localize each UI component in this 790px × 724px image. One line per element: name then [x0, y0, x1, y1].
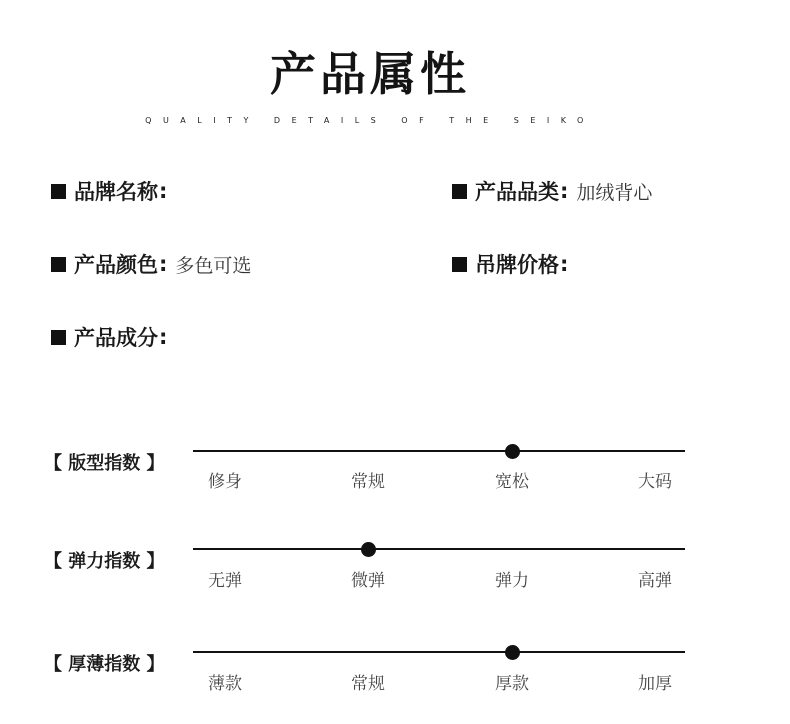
index-fit-option: 宽松: [495, 472, 529, 492]
attr-price: [452, 249, 576, 279]
index-fit-scale-line: [193, 450, 685, 452]
square-bullet-icon: [51, 184, 66, 199]
index-thickness-option: 加厚: [638, 674, 672, 694]
index-elasticity-label: 【 弹力指数 】: [44, 551, 165, 572]
index-thickness-option: 薄款: [208, 674, 242, 694]
index-elasticity-marker: [361, 542, 376, 557]
index-fit-option: 常规: [351, 472, 385, 492]
attr-color-colon: :: [159, 252, 168, 276]
index-thickness-scale-line: [193, 651, 685, 653]
attr-category-colon: :: [560, 179, 569, 203]
square-bullet-icon: [452, 257, 467, 272]
page-subtitle: QUALITY DETAILS OF THE SEIKO: [145, 116, 595, 125]
index-thickness-marker: [505, 645, 520, 660]
attr-brand-colon: :: [159, 179, 168, 203]
index-elasticity-scale-line: [193, 548, 685, 550]
attr-brand: [51, 176, 175, 206]
index-elasticity-option: 无弹: [208, 571, 242, 591]
attr-price-colon: :: [560, 252, 569, 276]
attr-composition-label: 产品成分: [74, 326, 158, 350]
index-thickness-option: 常规: [351, 674, 385, 694]
attr-color: [51, 249, 251, 279]
index-fit-option: 大码: [638, 472, 672, 492]
attr-brand-label: 品牌名称: [74, 180, 158, 204]
attr-color-label: 产品颜色: [74, 253, 158, 277]
square-bullet-icon: [452, 184, 467, 199]
square-bullet-icon: [51, 257, 66, 272]
attr-category-value: 加绒背心: [576, 181, 653, 204]
page-title: 产品属性: [270, 47, 470, 101]
index-fit-label: 【 版型指数 】: [44, 453, 165, 474]
attr-composition-colon: :: [159, 325, 168, 349]
attr-category-label: 产品品类: [475, 180, 559, 204]
index-fit-marker: [505, 444, 520, 459]
index-elasticity-option: 微弹: [351, 571, 385, 591]
index-fit-option: 修身: [208, 472, 242, 492]
index-thickness-label: 【 厚薄指数 】: [44, 654, 165, 675]
index-elasticity-option: 高弹: [638, 571, 672, 591]
attr-color-value: 多色可选: [175, 254, 252, 277]
attr-price-label: 吊牌价格: [475, 253, 559, 277]
square-bullet-icon: [51, 330, 66, 345]
index-thickness-option: 厚款: [495, 674, 529, 694]
index-elasticity-option: 弹力: [495, 571, 529, 591]
attr-composition: [51, 322, 175, 352]
attr-category: [452, 176, 652, 206]
